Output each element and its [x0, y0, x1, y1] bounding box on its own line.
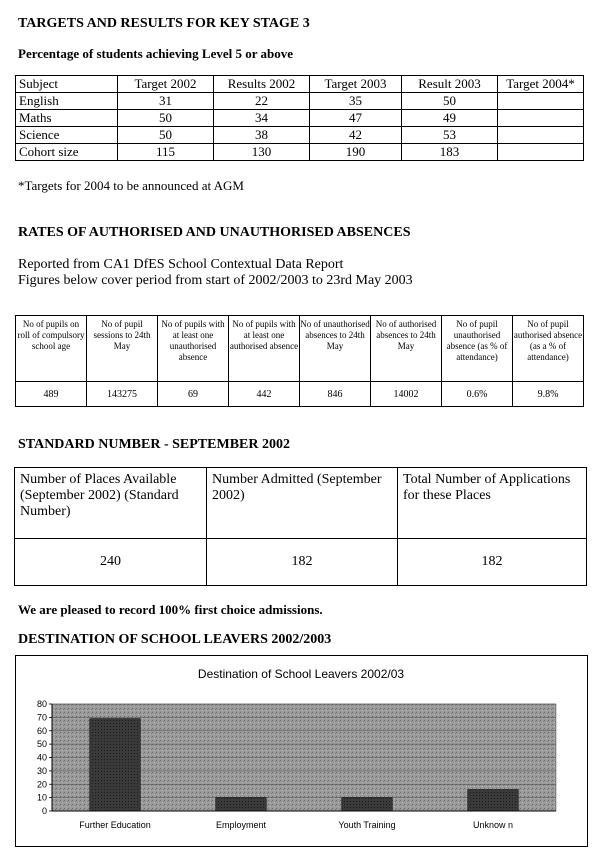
table-cell: Science [16, 127, 118, 144]
table-cell [498, 127, 584, 144]
y-tick-label: 70 [36, 712, 47, 723]
y-tick-label: 20 [36, 779, 47, 790]
table-header-row [16, 316, 584, 382]
table-cell: 50 [402, 93, 498, 110]
x-tick-label: Further Education [79, 820, 151, 830]
header-cell: No of authorised absences to 24th May [371, 316, 442, 382]
table-row [16, 127, 584, 144]
destination-chart [15, 655, 588, 847]
y-tick-label: 80 [36, 699, 47, 709]
table-cell: 49 [402, 110, 498, 127]
header-cell: Result 2003 [402, 76, 498, 93]
table-row [16, 382, 584, 407]
table-header-row [16, 76, 584, 93]
table-cell: 31 [118, 93, 214, 110]
table-cell: 35 [310, 93, 402, 110]
report-source: Reported from CA1 DfES School Contextual Data Report [18, 257, 344, 272]
table-cell: 34 [214, 110, 310, 127]
y-tick-label: 50 [36, 739, 47, 750]
table-cell: 442 [229, 382, 300, 407]
header-cell: No of pupil unauthorised absence (as % of attendance) [442, 316, 513, 382]
chart-title: Destination of School Leavers 2002/03 [197, 667, 405, 681]
x-tick-label: Youth Training [338, 820, 396, 830]
section2-title: RATES OF AUTHORISED AND UNAUTHORISED ABSENCES [18, 225, 411, 240]
header-cell: No of pupil authorised absence (as a % of attendance) [513, 316, 584, 382]
footnote: *Targets for 2004 to be announced at AGM [18, 178, 244, 193]
x-tick-label: Employment [215, 820, 267, 830]
header-cell: Number of Places Available (September 2002) (Standard Number) [15, 468, 207, 539]
x-tick-label: Unknow n [472, 820, 514, 830]
table-row [16, 144, 584, 161]
table-cell: Maths [16, 110, 118, 127]
table-cell: 42 [310, 127, 402, 144]
section4-title: DESTINATION OF SCHOOL LEAVERS 2002/2003 [18, 632, 332, 647]
bar [342, 798, 392, 811]
table-cell: 489 [16, 382, 87, 407]
bar [468, 790, 518, 811]
header-cell: No of pupil sessions to 24th May [87, 316, 158, 382]
header-cell: Subject [16, 76, 118, 93]
header-cell: No of pupils with at least one unauthorised absence [158, 316, 229, 382]
report-period: Figures below cover period from start of 2002/2003 to 23rd May 2003 [18, 273, 413, 288]
table-cell: 69 [158, 382, 229, 407]
header-cell: No of unauthorised absences to 24th May [300, 316, 371, 382]
y-tick-label: 10 [36, 792, 47, 803]
header-cell: Target 2002 [118, 76, 214, 93]
chart-svg [16, 656, 587, 846]
table-cell [498, 93, 584, 110]
header-cell: Target 2003 [310, 76, 402, 93]
y-tick-label: 60 [36, 725, 47, 736]
table-cell: 190 [310, 144, 402, 161]
section1-title: TARGETS AND RESULTS FOR KEY STAGE 3 [18, 16, 310, 31]
header-cell: No of pupils on roll of compulsory school age [16, 316, 87, 382]
header-cell: Results 2002 [214, 76, 310, 93]
table-cell: 50 [118, 110, 214, 127]
header-cell: Number Admitted (September 2002) [207, 468, 398, 539]
table-cell: 182 [207, 539, 398, 586]
table-cell: 0.6% [442, 382, 513, 407]
table-cell: 115 [118, 144, 214, 161]
table-cell: 38 [214, 127, 310, 144]
table-row [16, 110, 584, 127]
section1-subtitle: Percentage of students achieving Level 5 or above [18, 46, 294, 61]
section3-title: STANDARD NUMBER - SEPTEMBER 2002 [18, 437, 290, 452]
header-cell: Target 2004* [498, 76, 584, 93]
header-cell: Total Number of Applications for these Places [398, 468, 587, 539]
table-row [16, 93, 584, 110]
table-cell: 22 [214, 93, 310, 110]
table-cell: 9.8% [513, 382, 584, 407]
table-cell: 14002 [371, 382, 442, 407]
table-cell: 50 [118, 127, 214, 144]
table-cell: 130 [214, 144, 310, 161]
absences-table [15, 315, 584, 407]
table-cell: 183 [402, 144, 498, 161]
table-cell: 182 [398, 539, 587, 586]
bar [216, 798, 266, 811]
table-cell: 47 [310, 110, 402, 127]
table-cell [498, 110, 584, 127]
bar [90, 719, 140, 811]
table-cell [498, 144, 584, 161]
table-header-row [15, 468, 587, 539]
y-tick-label: 0 [41, 806, 47, 816]
y-tick-label: 30 [36, 765, 47, 776]
standard-number-table [14, 467, 587, 586]
table-row [15, 539, 587, 586]
table-cell: 53 [402, 127, 498, 144]
header-cell: No of pupils with at least one authorised absence [229, 316, 300, 382]
y-tick-label: 40 [36, 752, 47, 763]
table-cell: 143275 [87, 382, 158, 407]
admissions-note: We are pleased to record 100% first choice admissions. [18, 602, 323, 617]
table-cell: 240 [15, 539, 207, 586]
table-cell: English [16, 93, 118, 110]
table-cell: Cohort size [16, 144, 118, 161]
targets-table [15, 75, 584, 161]
table-cell: 846 [300, 382, 371, 407]
